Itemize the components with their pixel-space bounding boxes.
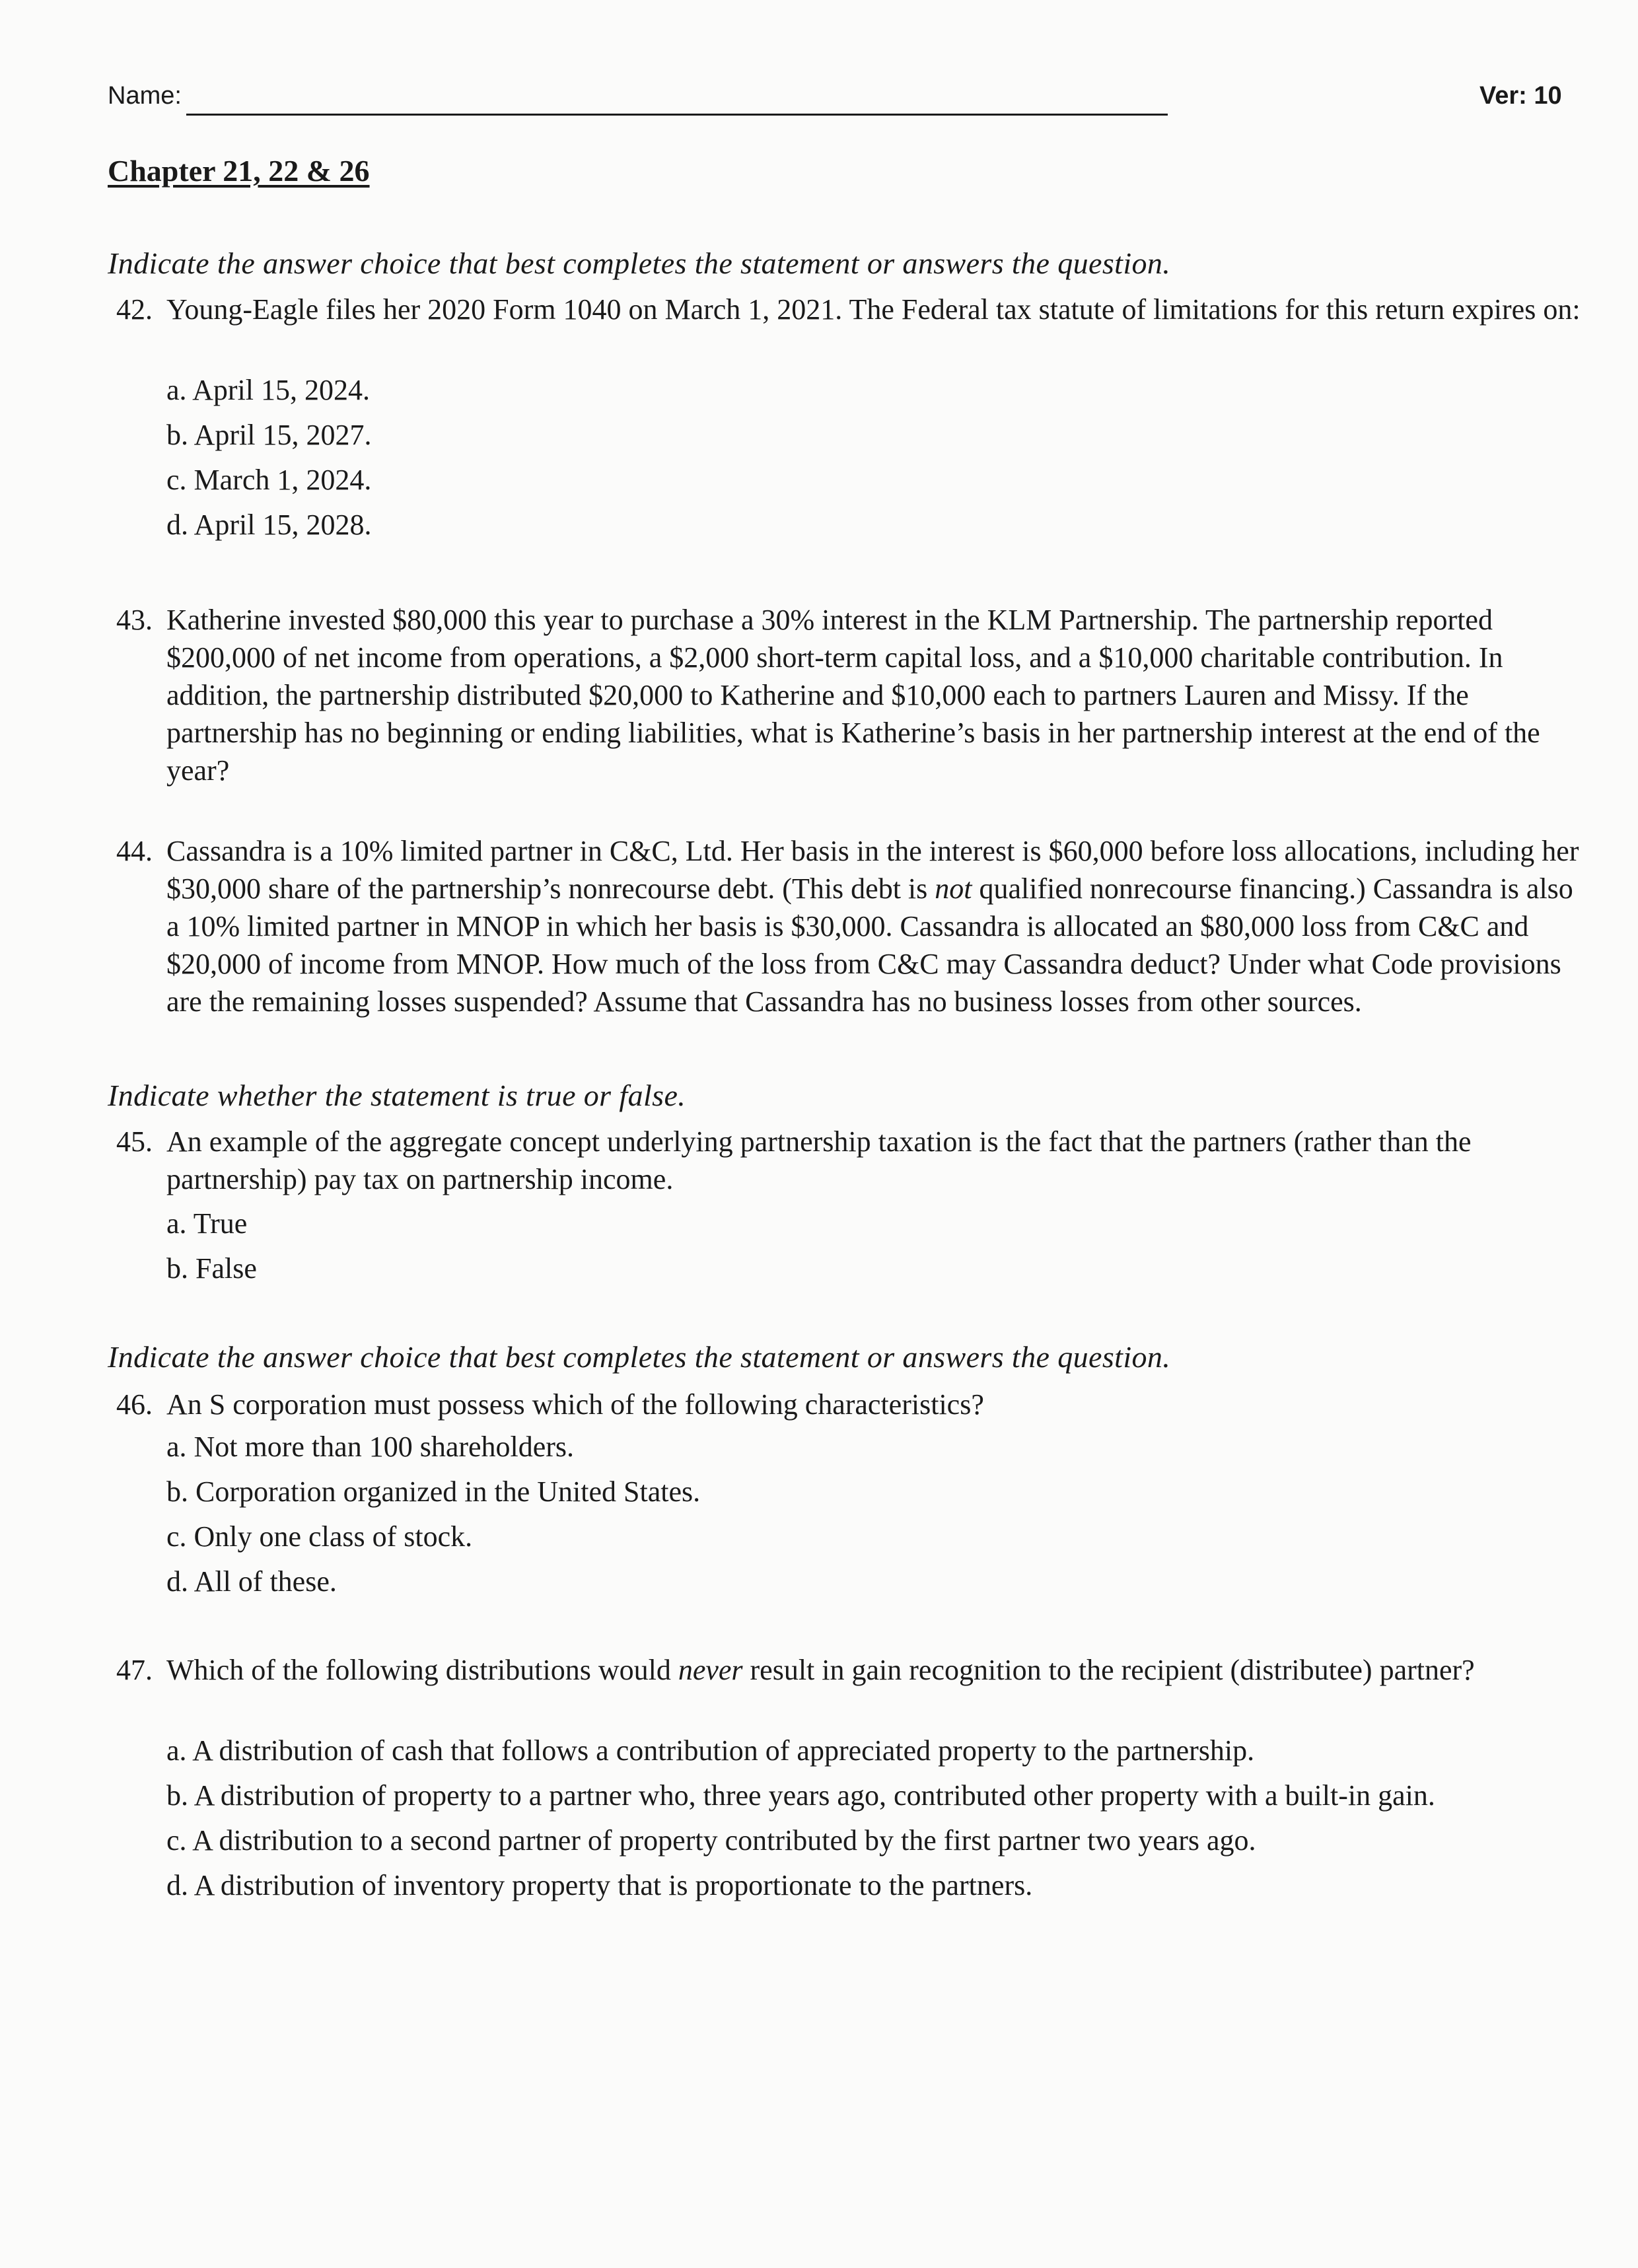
instruction-true-false: Indicate whether the statement is true or false. (108, 1079, 686, 1112)
question-number: 45. (116, 1125, 153, 1158)
option-false: b. False (166, 1252, 257, 1285)
option-b: b. April 15, 2027. (166, 419, 372, 451)
option-d: d. All of these. (166, 1565, 337, 1598)
question-47 (116, 1651, 1589, 1915)
question-text: Which of the following distributions would never result in gain recognition to the recipient (distributee) partner? (166, 1654, 1475, 1686)
option-b: b. A distribution of property to a partner who, three years ago, contributed other property with a built-in gain. (166, 1779, 1435, 1812)
question-text: Cassandra is a 10% limited partner in C&C, Ltd. Her basis in the interest is $60,000 before loss allocations, including her $30,000 share of the partnership’s nonrecourse debt. (This debt is not qualified nonrecourse financing.) Cassandra is also a 10% limited partner in MNOP in which her basis is $30,000. Cassandra is allocated an $80,000 loss from C&C and $20,000 of income from MNOP. How much of the loss from C&C may Cassandra deduct? Under what Code provisions are the remaining losses suspended? Assume that Cassandra has no business losses from other sources. (166, 835, 1579, 1018)
question-44 (116, 832, 1589, 1020)
instruction-multiple-choice-2: Indicate the answer choice that best completes the statement or answers the question. (108, 1340, 1171, 1374)
emphasis-never: never (678, 1654, 743, 1686)
question-number: 47. (116, 1654, 153, 1686)
question-text: Young-Eagle files her 2020 Form 1040 on March 1, 2021. The Federal tax statute of limitations for this return expires on: (166, 293, 1581, 326)
question-number: 43. (116, 604, 153, 636)
option-c: c. Only one class of stock. (166, 1520, 473, 1553)
option-d: d. April 15, 2028. (166, 509, 372, 541)
question-46 (116, 1386, 1589, 1604)
option-a: a. Not more than 100 shareholders. (166, 1431, 575, 1463)
question-number: 46. (116, 1388, 153, 1421)
option-b: b. Corporation organized in the United States. (166, 1475, 701, 1508)
instruction-multiple-choice: Indicate the answer choice that best completes the statement or answers the question. (108, 246, 1171, 280)
question-42 (116, 291, 1589, 542)
option-c: c. March 1, 2024. (166, 464, 372, 496)
question-number: 42. (116, 293, 153, 326)
question-text: Katherine invested $80,000 this year to purchase a 30% interest in the KLM Partnership. The partnership reported $200,000 of net income from operations, a $2,000 short-term capital loss, and a $10,000 charitable contribution. In addition, the partnership distributed $20,000 to Katherine and $10,000 each to partners Lauren and Missy. If the partnership has no beginning or ending liabilities, what is Katherine’s basis in her partnership interest at the end of the year? (166, 604, 1540, 787)
name-line (186, 114, 1168, 116)
question-43 (116, 601, 1589, 789)
question-text: An S corporation must possess which of the following characteristics? (166, 1388, 984, 1421)
name-label: Name: (108, 82, 182, 110)
option-a: a. April 15, 2024. (166, 374, 370, 406)
emphasis-not: not (935, 872, 972, 905)
option-d: d. A distribution of inventory property that is proportionate to the partners. (166, 1869, 1033, 1901)
option-true: a. True (166, 1207, 248, 1240)
option-c: c. A distribution to a second partner of property contributed by the first partner two years ago. (166, 1824, 1256, 1857)
chapter-heading: Chapter 21, 22 & 26 (108, 154, 370, 188)
question-45 (116, 1123, 1589, 1294)
question-number: 44. (116, 835, 153, 867)
question-text: An example of the aggregate concept underlying partnership taxation is the fact that the partners (rather than the partnership) pay tax on partnership income. (166, 1125, 1472, 1195)
version-label: Ver: 10 (1479, 82, 1562, 110)
option-a: a. A distribution of cash that follows a contribution of appreciated property to the partnership. (166, 1734, 1255, 1767)
